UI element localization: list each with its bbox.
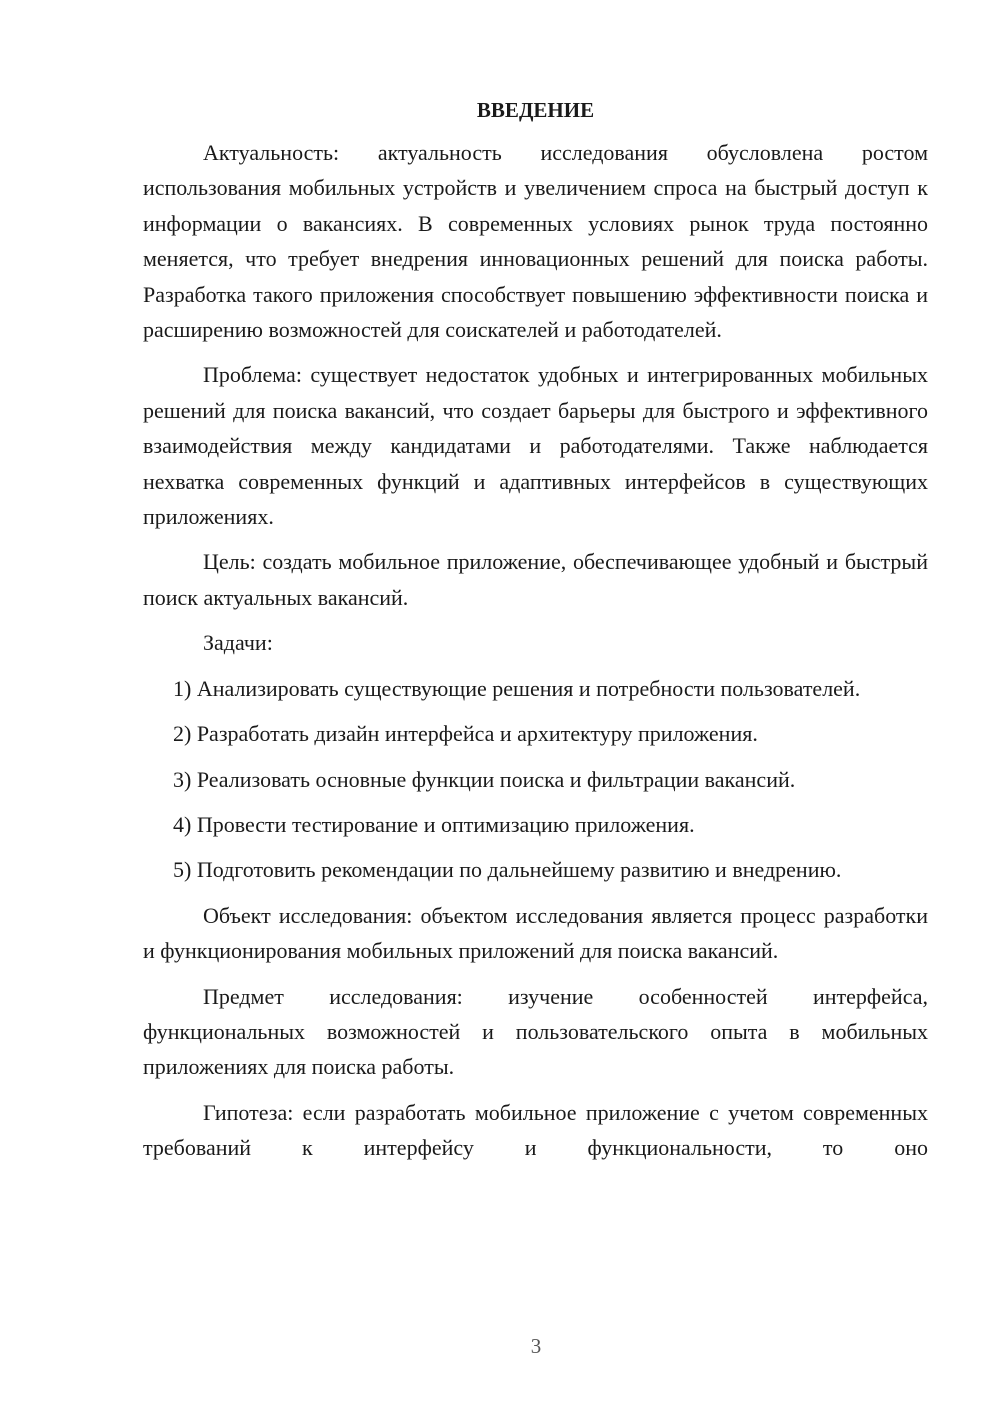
task-item: 5) Подготовить рекомендации по дальнейшему развитию и внедрению. — [173, 857, 842, 883]
document-page — [143, 92, 928, 1176]
section-title: ВВЕДЕНИЕ — [476, 98, 595, 122]
task-item: 2) Разработать дизайн интерфейса и архитектуру приложения. — [173, 721, 758, 747]
tasks-list — [143, 671, 928, 888]
page-number: 3 — [530, 1334, 542, 1358]
paragraph-hypothesis: Гипотеза: если разработать мобильное приложение с учетом современных требований к интерфейсу и функциональности, то оно — [143, 1099, 928, 1161]
paragraph-subject: Предмет исследования: изучение особенностей интерфейса, функциональных возможностей и пользовательского опыта в мобильных приложениях для поиска работы. — [143, 983, 928, 1080]
task-item: 1) Анализировать существующие решения и потребности пользователей. — [173, 675, 861, 701]
paragraph-relevance: Актуальность: актуальность исследования обусловлена ростом использования мобильных устройств и увеличением спроса на быстрый доступ к информации о вакансиях. В современных условиях рынок труда постоянно меняется, что требует внедрения инновационных решений для поиска работы. Разработка такого приложения способствует повышению эффективности поиска и расширению возможностей для соискателей и работодателей. — [143, 140, 928, 343]
task-item: 3) Реализовать основные функции поиска и фильтрации вакансий. — [173, 766, 796, 792]
paragraph-goal: Цель: создать мобильное приложение, обеспечивающее удобный и быстрый поиск актуальных вакансий. — [143, 549, 928, 610]
paragraph-object: Объект исследования: объектом исследования является процесс разработки и функционирования мобильных приложений для поиска вакансий. — [143, 902, 928, 964]
tasks-label: Задачи: — [203, 630, 273, 656]
task-item: 4) Провести тестирование и оптимизацию приложения. — [173, 811, 695, 837]
paragraph-problem: Проблема: существует недостаток удобных и интегрированных мобильных решений для поиска вакансий, что создает барьеры для быстрого и эффективного взаимодействия между кандидатами и работодателями. Также наблюдается нехватка современных функций и адаптивных интерфейсов в существующих приложениях. — [143, 362, 928, 530]
